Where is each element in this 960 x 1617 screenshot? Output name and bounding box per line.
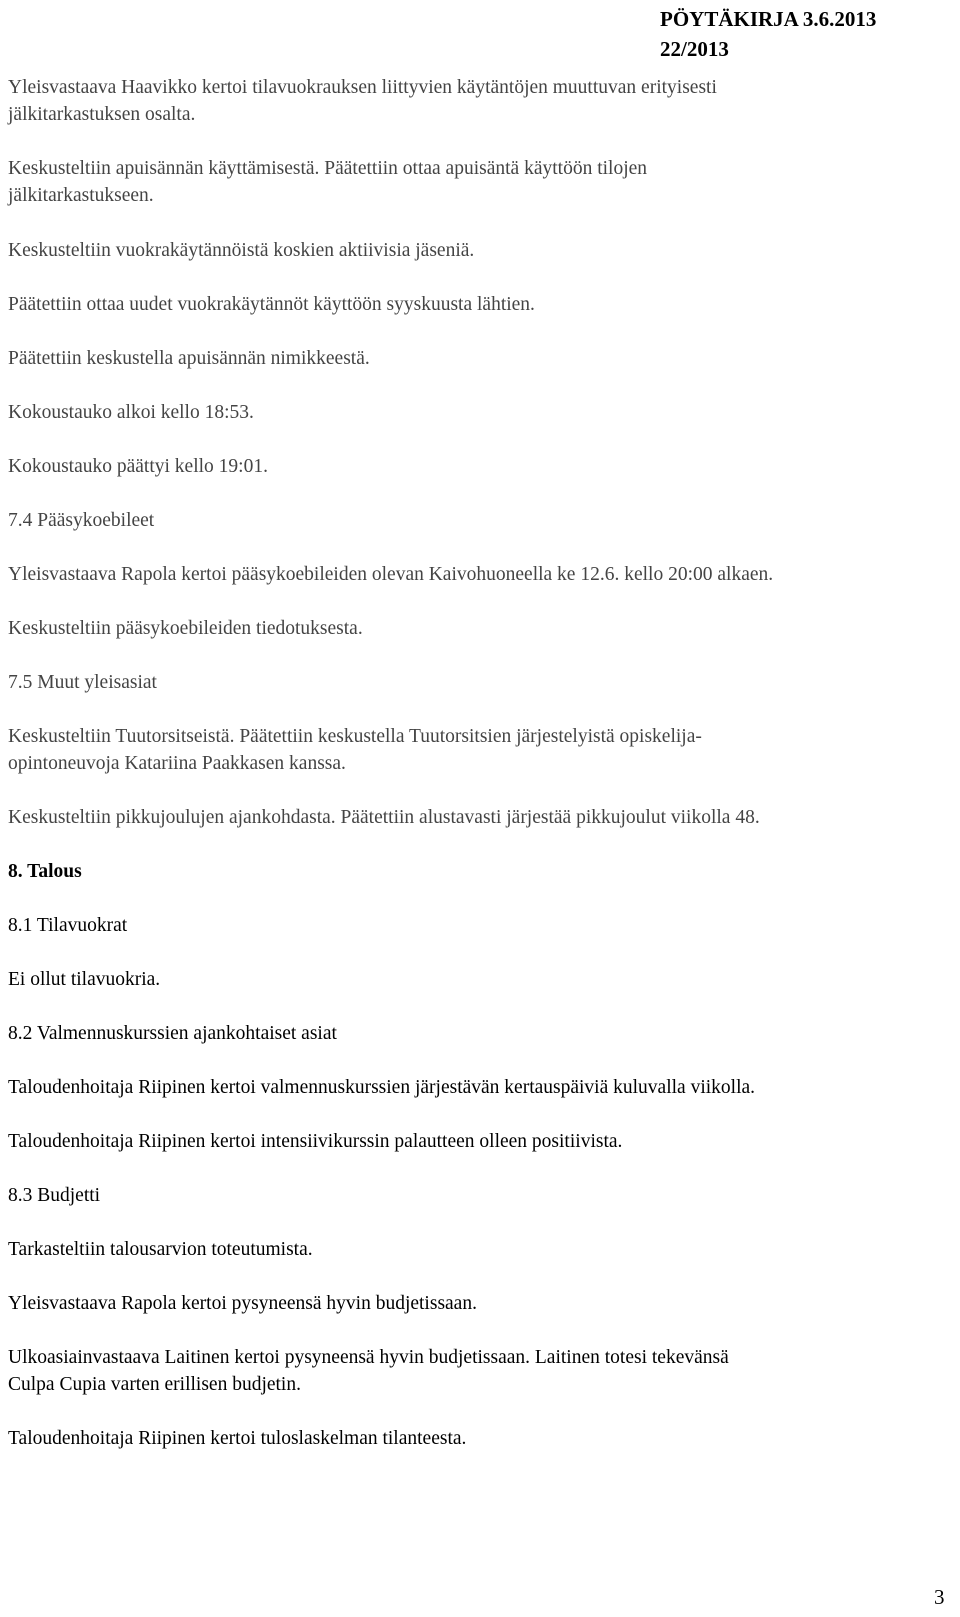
section-heading-bold: 8. Talous: [8, 861, 82, 882]
paragraph: Yleisvastaava Haavikko kertoi tilavuokrauksen liittyvien käytäntöjen muuttuvan erityisesti jälkitarkastuksen osalta.: [8, 77, 717, 125]
paragraph: Yleisvastaava Rapola kertoi pääsykoebileiden olevan Kaivohuoneella ke 12.6. kello 20:00 alkaen.: [8, 564, 774, 585]
paragraph: Ulkoasiainvastaava Laitinen kertoi pysyneensä hyvin budjetissaan. Laitinen totesi tekevänsä Culpa Cupia varten erillisen budjetin.: [8, 1347, 729, 1395]
paragraph: Päätettiin keskustella apuisännän nimikkeestä.: [8, 348, 370, 369]
paragraph: Taloudenhoitaja Riipinen kertoi tuloslaskelman tilanteesta.: [8, 1428, 467, 1449]
paragraph: Taloudenhoitaja Riipinen kertoi valmennuskurssien järjestävän kertauspäiviä kuluvalla viikolla.: [8, 1077, 756, 1098]
paragraph: Tarkasteltiin talousarvion toteutumista.: [8, 1239, 313, 1260]
header-title: PÖYTÄKIRJA 3.6.2013: [660, 7, 877, 31]
paragraph: Keskusteltiin pikkujoulujen ajankohdasta. Päätettiin alustavasti järjestää pikkujoulut viikolla 48.: [8, 807, 760, 828]
paragraph: Yleisvastaava Rapola kertoi pysyneensä hyvin budjetissaan.: [8, 1293, 477, 1314]
page-number: 3: [934, 1585, 945, 1609]
section-heading: 7.4 Pääsykoebileet: [8, 510, 155, 531]
paragraph: Ei ollut tilavuokria.: [8, 969, 161, 990]
paragraph: Keskusteltiin apuisännän käyttämisestä. Päätettiin ottaa apuisäntä käyttöön tilojen jälkitarkastukseen.: [8, 158, 648, 206]
paragraph: Taloudenhoitaja Riipinen kertoi intensiivikurssin palautteen olleen positiivista.: [8, 1131, 623, 1152]
paragraph: Päätettiin ottaa uudet vuokrakäytännöt käyttöön syyskuusta lähtien.: [8, 294, 535, 315]
paragraph: Kokoustauko alkoi kello 18:53.: [8, 402, 254, 423]
section-heading: 7.5 Muut yleisasiat: [8, 672, 157, 693]
section-heading: 8.3 Budjetti: [8, 1185, 101, 1206]
document-header: [660, 4, 940, 64]
paragraph: Keskusteltiin pääsykoebileiden tiedotuksesta.: [8, 618, 363, 639]
header-number: 22/2013: [660, 37, 729, 61]
paragraph: Keskusteltiin Tuutorsitseistä. Päätettiin keskustella Tuutorsitsien järjestelyistä opiskelija- opintoneuvoja Katariina Paakkasen kanssa.: [8, 726, 702, 774]
section-heading: 8.2 Valmennuskurssien ajankohtaiset asiat: [8, 1023, 337, 1044]
paragraph: Kokoustauko päättyi kello 19:01.: [8, 456, 268, 477]
paragraph: Keskusteltiin vuokrakäytännöistä koskien aktiivisia jäseniä.: [8, 240, 475, 261]
section-heading: 8.1 Tilavuokrat: [8, 915, 128, 936]
